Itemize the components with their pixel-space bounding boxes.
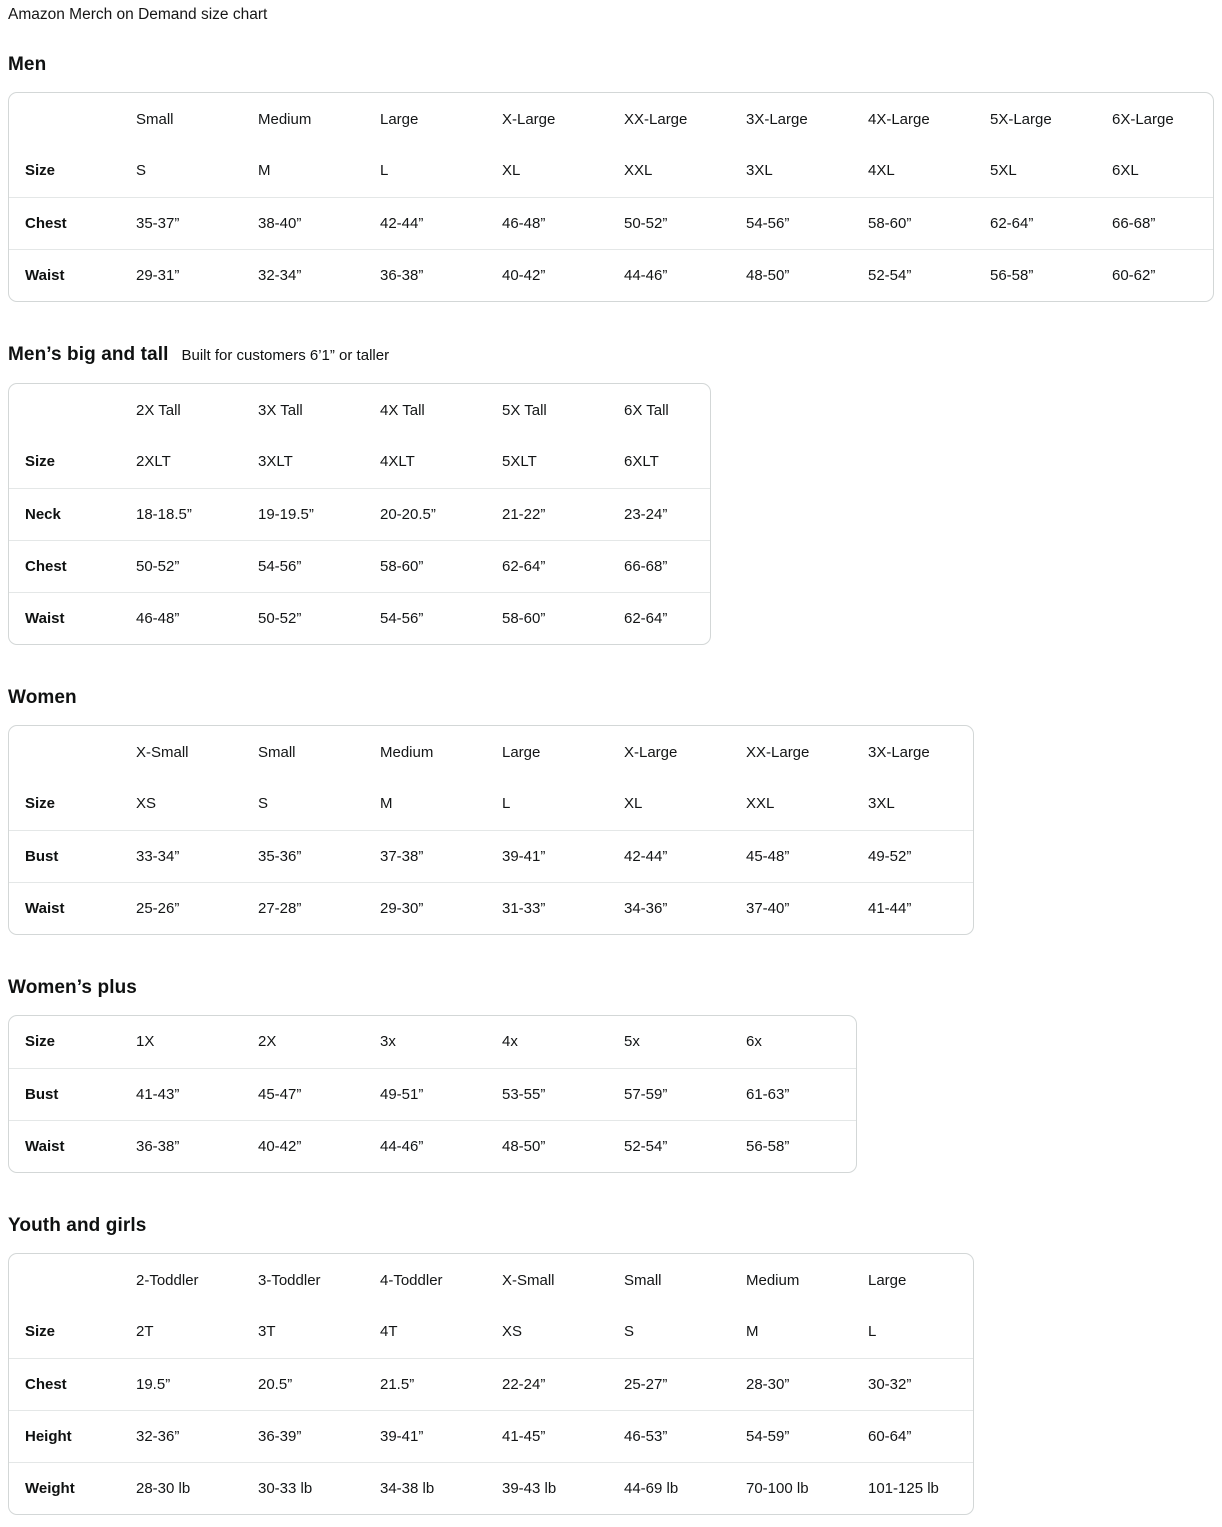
table-cell: 29-31” <box>136 266 180 284</box>
table-cell: 36-38” <box>136 1137 180 1155</box>
table-cell: 49-52” <box>868 830 973 882</box>
women-size-table-container <box>8 725 974 935</box>
table-cell: S <box>624 1306 746 1358</box>
column-header: 3X-Large <box>746 110 808 128</box>
section-women <box>8 686 1214 935</box>
big-and-tall-size-table <box>9 384 710 644</box>
table-cell: XL <box>502 145 624 197</box>
table-cell: 66-68” <box>1112 197 1213 249</box>
page-title: Amazon Merch on Demand size chart <box>8 6 268 23</box>
table-cell: 19-19.5” <box>258 488 380 540</box>
table-cell: 27-28” <box>258 899 302 917</box>
table-cell: 46-48” <box>136 609 180 627</box>
table-cell: XL <box>624 778 746 830</box>
table-cell: 6XL <box>1112 145 1213 197</box>
table-cell: 49-51” <box>380 1068 502 1120</box>
column-header: Small <box>624 1271 662 1289</box>
table-cell: 4XLT <box>380 436 502 488</box>
table-cell: 41-44” <box>868 899 912 917</box>
table-cell: 48-50” <box>746 266 790 284</box>
table-cell: 2XLT <box>136 436 258 488</box>
table-cell: 3XL <box>868 778 973 830</box>
column-header: 4-Toddler <box>380 1271 443 1289</box>
row-label: Chest <box>9 1358 136 1410</box>
table-cell: 4XL <box>868 145 990 197</box>
table-cell: 2T <box>136 1306 258 1358</box>
table-cell: XS <box>136 778 258 830</box>
column-header: X-Small <box>502 1271 555 1289</box>
table-row <box>9 1016 856 1068</box>
men-size-table-container <box>8 92 1214 302</box>
table-cell: M <box>380 778 502 830</box>
table-cell: 37-40” <box>746 899 790 917</box>
table-row <box>9 249 1213 301</box>
column-header: 5X Tall <box>502 401 547 419</box>
row-label: Size <box>9 145 136 197</box>
row-label: Neck <box>9 488 136 540</box>
table-cell: 58-60” <box>868 197 990 249</box>
table-cell: 58-60” <box>502 609 546 627</box>
column-header: 2X Tall <box>136 401 181 419</box>
youth-heading-text: Youth and girls <box>8 1215 147 1236</box>
table-cell: 54-59” <box>746 1410 868 1462</box>
table-cell: 52-54” <box>868 266 912 284</box>
table-cell: 1X <box>136 1016 258 1068</box>
table-cell: 28-30 lb <box>136 1479 191 1497</box>
column-header: XX-Large <box>746 743 810 761</box>
table-cell: 40-42” <box>502 266 546 284</box>
column-header: 4X-Large <box>868 110 930 128</box>
column-header: X-Small <box>136 743 189 761</box>
column-header: 3X Tall <box>258 401 303 419</box>
corner-cell <box>9 384 136 436</box>
table-cell: 39-43 lb <box>502 1479 557 1497</box>
row-label: Size <box>9 436 136 488</box>
column-header: Medium <box>258 110 312 128</box>
table-cell: L <box>868 1306 973 1358</box>
table-cell: 45-47” <box>258 1068 380 1120</box>
table-cell: 45-48” <box>746 830 868 882</box>
table-cell: 23-24” <box>624 488 710 540</box>
womens-plus-size-table <box>9 1016 856 1172</box>
table-cell: 6x <box>746 1016 856 1068</box>
row-label: Size <box>9 778 136 830</box>
men-heading-text: Men <box>8 54 47 75</box>
table-cell: 54-56” <box>258 540 380 592</box>
section-womens-plus <box>8 976 1214 1173</box>
table-cell: 25-27” <box>624 1358 746 1410</box>
youth-size-table-container <box>8 1253 974 1515</box>
table-cell: 57-59” <box>624 1068 746 1120</box>
row-label: Waist <box>25 899 65 917</box>
row-label: Bust <box>9 1068 136 1120</box>
table-cell: 29-30” <box>380 899 424 917</box>
table-row <box>9 1120 856 1172</box>
table-cell: 3XL <box>746 145 868 197</box>
table-cell: 21.5” <box>380 1358 502 1410</box>
table-cell: 42-44” <box>380 197 502 249</box>
column-header: X-Large <box>624 743 678 761</box>
table-row <box>9 1358 973 1410</box>
table-cell: 42-44” <box>624 830 746 882</box>
corner-cell <box>9 726 136 778</box>
row-label: Weight <box>25 1479 75 1497</box>
table-cell: M <box>258 145 380 197</box>
table-cell: S <box>136 145 258 197</box>
table-cell: L <box>502 778 624 830</box>
section-mens-big-and-tall <box>8 343 1214 645</box>
table-cell: 33-34” <box>136 830 258 882</box>
table-row <box>9 540 710 592</box>
column-header: 2-Toddler <box>136 1271 199 1289</box>
women-size-table <box>9 726 973 934</box>
womens-plus-heading <box>8 976 1214 1000</box>
men-heading <box>8 53 1214 77</box>
header-row <box>9 93 1213 145</box>
table-cell: 35-36” <box>258 830 380 882</box>
table-cell: 50-52” <box>258 609 302 627</box>
table-cell: 60-62” <box>1112 266 1156 284</box>
column-header: Small <box>136 110 174 128</box>
column-header: 3X-Large <box>868 743 930 761</box>
row-label: Waist <box>25 609 65 627</box>
header-row <box>9 726 973 778</box>
table-cell: 39-41” <box>502 830 624 882</box>
table-cell: 5XL <box>990 145 1112 197</box>
table-row <box>9 592 710 644</box>
column-header: 6X Tall <box>624 401 669 419</box>
table-cell: 34-38 lb <box>380 1479 435 1497</box>
women-heading-text: Women <box>8 687 77 708</box>
women-heading <box>8 686 1214 710</box>
table-cell: 54-56” <box>746 197 868 249</box>
table-cell: 25-26” <box>136 899 180 917</box>
column-header: Large <box>868 1271 907 1289</box>
table-cell: 56-58” <box>990 266 1034 284</box>
section-youth-and-girls <box>8 1214 1214 1515</box>
column-header: 3-Toddler <box>258 1271 321 1289</box>
table-cell: 44-46” <box>624 266 668 284</box>
column-header: Large <box>380 110 419 128</box>
table-cell: 62-64” <box>624 609 668 627</box>
big-and-tall-size-table-container <box>8 383 711 645</box>
table-cell: 38-40” <box>258 197 380 249</box>
table-cell: 61-63” <box>746 1068 856 1120</box>
table-cell: 41-45” <box>502 1410 624 1462</box>
table-row <box>9 1068 856 1120</box>
table-cell: 54-56” <box>380 609 424 627</box>
table-cell: 40-42” <box>258 1137 302 1155</box>
table-cell: 6XLT <box>624 436 710 488</box>
corner-cell <box>9 1254 136 1306</box>
column-header: 4X Tall <box>380 401 425 419</box>
table-cell: 36-39” <box>258 1410 380 1462</box>
table-cell: 58-60” <box>380 540 502 592</box>
table-row <box>9 830 973 882</box>
row-label: Height <box>9 1410 136 1462</box>
table-cell: 31-33” <box>502 899 546 917</box>
table-cell: 70-100 lb <box>746 1479 809 1497</box>
table-row <box>9 1306 973 1358</box>
table-cell: 34-36” <box>624 899 668 917</box>
womens-plus-size-table-container <box>8 1015 857 1173</box>
table-cell: 2X <box>258 1016 380 1068</box>
table-cell: M <box>746 1306 868 1358</box>
table-cell: 101-125 lb <box>868 1479 939 1497</box>
row-label: Bust <box>9 830 136 882</box>
column-header: Small <box>258 743 296 761</box>
youth-size-table <box>9 1254 973 1514</box>
table-cell: 52-54” <box>624 1137 668 1155</box>
table-row <box>9 1462 973 1514</box>
table-row <box>9 488 710 540</box>
column-header: X-Large <box>502 110 556 128</box>
table-row <box>9 1410 973 1462</box>
row-label: Size <box>9 1306 136 1358</box>
big-and-tall-subtitle: Built for customers 6’1” or taller <box>181 347 390 364</box>
table-row <box>9 436 710 488</box>
table-cell: 3XLT <box>258 436 380 488</box>
table-cell: 46-48” <box>502 197 624 249</box>
table-cell: 30-33 lb <box>258 1479 313 1497</box>
table-cell: S <box>258 778 380 830</box>
table-cell: 36-38” <box>380 266 424 284</box>
corner-cell <box>9 93 136 145</box>
table-row <box>9 778 973 830</box>
youth-heading <box>8 1214 1214 1238</box>
table-cell: 21-22” <box>502 488 624 540</box>
table-cell: 62-64” <box>502 540 624 592</box>
row-label: Chest <box>9 197 136 249</box>
table-cell: 18-18.5” <box>136 488 258 540</box>
table-row <box>9 197 1213 249</box>
table-cell: 30-32” <box>868 1358 973 1410</box>
table-cell: 44-46” <box>380 1137 424 1155</box>
table-cell: 37-38” <box>380 830 502 882</box>
row-label: Waist <box>25 1137 65 1155</box>
table-cell: 44-69 lb <box>624 1479 679 1497</box>
table-cell: 32-36” <box>136 1410 258 1462</box>
row-label: Chest <box>9 540 136 592</box>
table-cell: 5x <box>624 1016 746 1068</box>
table-row <box>9 145 1213 197</box>
section-men <box>8 53 1214 302</box>
table-cell: 50-52” <box>624 197 746 249</box>
column-header: Large <box>502 743 541 761</box>
header-row <box>9 384 710 436</box>
table-cell: XXL <box>746 778 868 830</box>
table-cell: XS <box>502 1306 624 1358</box>
table-cell: 46-53” <box>624 1410 746 1462</box>
table-cell: 20.5” <box>258 1358 380 1410</box>
column-header: XX-Large <box>624 110 688 128</box>
table-cell: 28-30” <box>746 1358 868 1410</box>
table-cell: 41-43” <box>136 1068 258 1120</box>
table-cell: 32-34” <box>258 266 302 284</box>
table-cell: 4x <box>502 1016 624 1068</box>
table-cell: 3T <box>258 1306 380 1358</box>
table-cell: 4T <box>380 1306 502 1358</box>
column-header: Medium <box>380 743 434 761</box>
row-label: Size <box>9 1016 136 1068</box>
table-cell: 56-58” <box>746 1137 790 1155</box>
table-cell: 66-68” <box>624 540 710 592</box>
table-cell: 48-50” <box>502 1137 546 1155</box>
table-cell: 62-64” <box>990 197 1112 249</box>
table-cell: 5XLT <box>502 436 624 488</box>
table-row <box>9 882 973 934</box>
table-cell: 39-41” <box>380 1410 502 1462</box>
row-label: Waist <box>25 266 65 284</box>
table-cell: 3x <box>380 1016 502 1068</box>
table-cell: 50-52” <box>136 540 258 592</box>
table-cell: 35-37” <box>136 197 258 249</box>
column-header: Medium <box>746 1271 800 1289</box>
big-and-tall-heading <box>8 343 1214 368</box>
header-row <box>9 1254 973 1306</box>
table-cell: 60-64” <box>868 1410 973 1462</box>
womens-plus-heading-text: Women’s plus <box>8 977 137 998</box>
table-cell: 22-24” <box>502 1358 624 1410</box>
column-header: 5X-Large <box>990 110 1052 128</box>
big-and-tall-heading-text: Men’s big and tall <box>8 344 169 365</box>
column-header: 6X-Large <box>1112 110 1174 128</box>
table-cell: 20-20.5” <box>380 488 502 540</box>
table-cell: XXL <box>624 145 746 197</box>
table-cell: 19.5” <box>136 1358 258 1410</box>
table-cell: L <box>380 145 502 197</box>
table-cell: 53-55” <box>502 1068 624 1120</box>
men-size-table <box>9 93 1213 301</box>
